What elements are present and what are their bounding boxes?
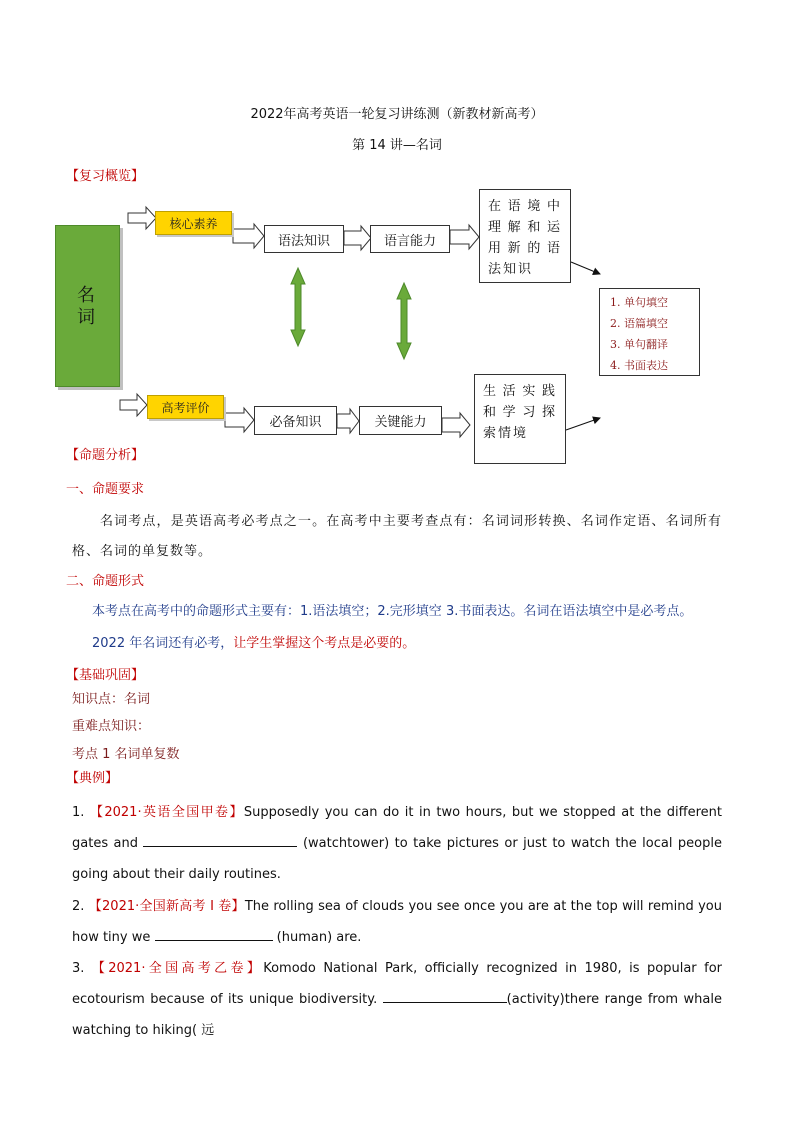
question-type-item: 2. 语篇填空 [610,317,668,330]
language-ability-box: 语言能力 [370,225,450,253]
question-type-item: 4. 书面表达 [610,359,668,372]
document-title: 2022年高考英语一轮复习讲练测（新教材新高考） [250,107,544,122]
examples-heading: 【典例】 [66,771,119,786]
requirement-title: 一、命题要求 [66,482,145,497]
exam-point-topic: 考点 1 名词单复数 [72,747,180,762]
example-source: 【2021·英语全国甲卷】 [89,805,244,820]
form-title: 二、命题形式 [66,574,145,589]
example-item: 3. 【2021·全国高考乙卷】Komodo National Park, officially recognized in 1980, is popular for ecotourism because of its unique biodiversity. (activity)there range from whale watching to hiking( 远 [72,961,722,1038]
example-item: 2. 【2021·全国新高考 I 卷】The rolling sea of clouds you see once you are at the top will remind you how tiny we (human) are. [72,899,723,945]
answer-blank [383,990,507,1003]
central-topic-label: 名 词 [77,285,95,328]
answer-blank [143,834,297,847]
core-literacy-tag: 核心素养 [155,211,232,235]
form-text: 本考点在高考中的命题形式主要有：1.语法填空；2.完形填空 3.书面表达。名词在语法填空中是必考点。 [92,604,693,619]
basics-heading: 【基础巩固】 [66,668,145,683]
example-item: 1. 【2021·英语全国甲卷】Supposedly you can do it in two hours, but we stopped at the different gates and (watchtower) to take pictures or just to watch the local people going about their daily routines. [72,805,722,882]
overview-heading: 【复习概览】 [66,169,145,184]
example-source: 【2021·全国新高考 I 卷】 [88,899,245,914]
requirement-text: 名词考点，是英语高考必考点之一。在高考中主要考查点有：名词词形转换、名词作定语、名词所有格、名词的单复数等。 [72,514,722,559]
exam-evaluation-tag: 高考评价 [147,395,224,419]
context-application-box: 在语境中理解和运用新的语法知识 [479,189,571,283]
form-note: 2022 年名词还有必考，让学生掌握这个考点是必要的。 [92,636,416,651]
life-practice-box: 生活实践和学习探索情境 [474,374,566,464]
grammar-knowledge-box: 语法知识 [264,225,344,253]
analysis-heading: 【命题分析】 [66,448,145,463]
answer-blank [155,928,273,941]
essential-knowledge-box: 必备知识 [254,406,337,435]
lesson-subtitle: 第 14 讲—名词 [352,138,442,153]
example-source: 【2021·全国高考乙卷】 [91,961,264,976]
question-type-item: 3. 单句翻译 [610,338,668,351]
question-type-item: 1. 单句填空 [610,296,668,309]
key-difficulty: 重难点知识： [72,719,151,734]
key-ability-box: 关键能力 [359,406,442,435]
question-types-box [599,288,700,376]
knowledge-point: 知识点：名词 [72,692,151,707]
